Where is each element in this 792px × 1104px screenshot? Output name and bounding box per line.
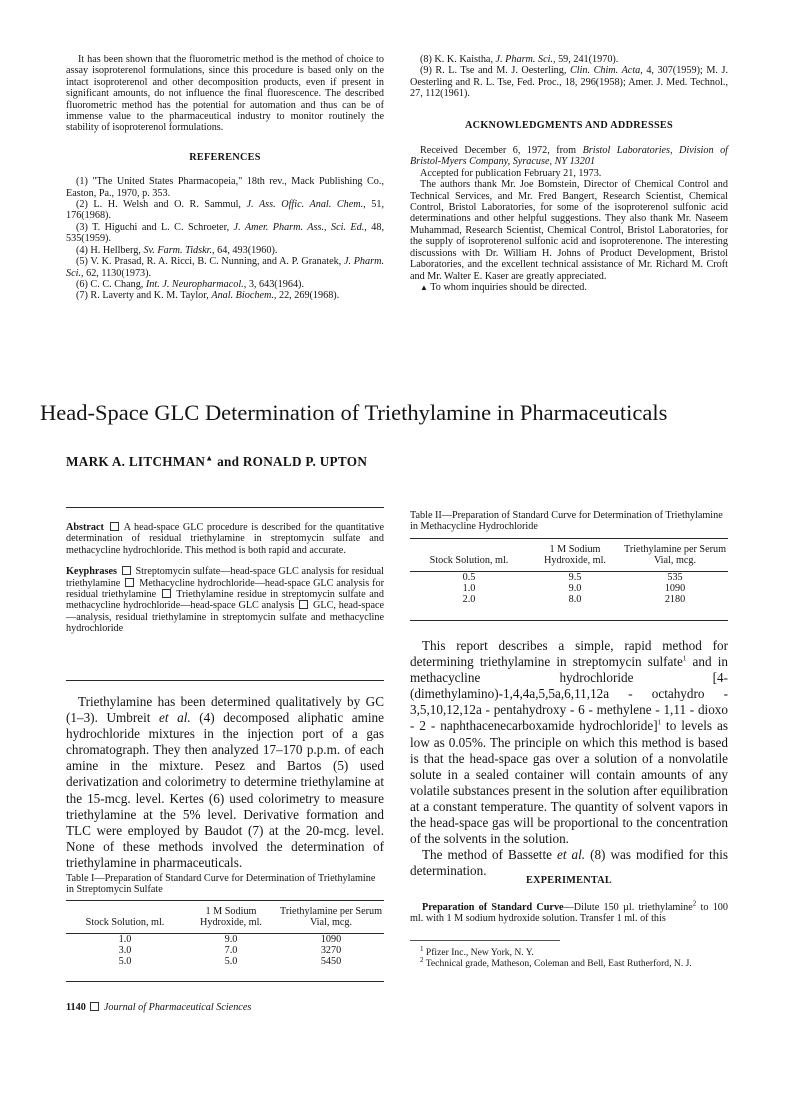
acknowledgments-heading: ACKNOWLEDGMENTS AND ADDRESSES [465, 119, 673, 131]
body-left-column [66, 694, 384, 871]
table-row: 1.0 9.0 1090 [118, 934, 342, 945]
triangle-icon: ▲ [420, 282, 428, 292]
article-title: Head-Space GLC Determination of Triethylamine in Pharmaceuticals [40, 400, 668, 425]
table1 [66, 904, 384, 967]
table2 [410, 542, 728, 605]
reference-item: (4) H. Hellberg, Sv. Farm. Tidskr., 64, 493(1960). [76, 244, 278, 256]
table-row: 3.0 7.0 3270 [118, 945, 342, 956]
abstract-top-rule [66, 507, 384, 508]
footnotes [410, 944, 728, 969]
table-header-row [410, 542, 728, 566]
table-header-cell: 1 M Sodium Hydroxide, ml. [200, 906, 262, 928]
reference-item: (5) V. K. Prasad, R. A. Ricci, B. C. Nunning, and A. P. Granatek, J. Pharm. Sci., 62, 1130(1973). [66, 256, 384, 279]
table2-bottom-rule [410, 620, 728, 621]
references-heading: REFERENCES [189, 151, 261, 163]
table-row: 5.0 5.0 5450 [118, 956, 342, 967]
top-left-column [66, 54, 384, 302]
experimental-heading: EXPERIMENTAL [525, 875, 613, 886]
table-header-cell: Triethylamine per Serum Vial, mcg. [279, 906, 383, 928]
table-row: 2.0 8.0 2180 [462, 594, 686, 605]
table-row: 1.0 9.0 1090 [462, 583, 686, 594]
box-icon [125, 578, 134, 587]
inquiries-note: ▲ To whom inquiries should be directed. [420, 281, 587, 293]
received-line: Received December 6, 1972, from Bristol Laboratories, Division of Bristol-Myers Company, Syracuse, NY 13201 [410, 145, 728, 168]
journal-name: Journal of Pharmaceutical Sciences [103, 1002, 252, 1013]
triangle-icon: ▲ [205, 453, 214, 463]
reference-list [66, 176, 384, 301]
box-icon [122, 566, 131, 575]
reference-item: (3) T. Higuchi and L. C. Schroeter, J. Amer. Pharm. Ass., Sci. Ed., 48, 535(1959). [66, 221, 384, 245]
table-header-cell: Stock Solution, ml. [85, 917, 165, 928]
page-number: 1140 [66, 1002, 86, 1013]
intro-body-paragraph: Triethylamine has been determined qualitatively by GC (1–3). Umbreit et al. (4) decomposed aliphatic amine hydrochloride mixtures in the injection port of a gas chromatograph. They then analyzed 17–170 p.p.m. of each amine in the mixture. Pesez and Bartos (5) used derivatization and colorimetry to determine triethylamine at the 15-mcg. level. Kertes (6) used colorimetry to measure triethylamine at the 5% level. Derivative formation and TLC were employed by Baudot (7) at the 20-mcg. level. None of these methods involved the determination of triethylamine in pharmaceuticals. [66, 694, 385, 870]
table-header-row [66, 904, 384, 928]
table-row: 0.5 9.5 535 [462, 572, 683, 583]
description-paragraph: This report describes a simple, rapid method for determining triethylamine in streptomycin sulfate$^1$ and in methacycline hydrochloride [4-(dimethylamino)-1,4,4a,5,5a,6,11,12a - octahydro - 3,5,10,12,12a - pentahydroxy - 6 - methylene - 1,11 - dioxo - 2 - naphthacenecarboxamide hydrochloride]$^1$ to levels as low as 0.05%. The principle on which this method is based is that the head-space gas over a solution of a nonvolatile solute in a sealed container will contain amounts of any volatile substances present in the solution after equilibration at a constant temperature. The quantity of solvent vapors in the head-space gas will be proportional to the concentration of the solvents in the solution. [410, 638, 728, 847]
article-authors: MARK A. LITCHMAN▲ and RONALD P. UPTON [66, 453, 368, 469]
reference-item: (1) "The United States Pharmacopeia," 18th rev., Mack Publishing Co., Easton, Pa., 1970, p. 353. [66, 176, 384, 199]
box-icon [110, 522, 119, 531]
abstract-paragraph: Abstract A head-space GLC procedure is described for the quantitative determination of residual triethylamine in streptomycin sulfate and methacycline hydrochloride. This method is both rapid and accurate. [66, 522, 384, 556]
reference-item: (2) L. H. Welsh and O. R. Sammul, J. Ass. Offic. Anal. Chem., 51, 176(1968). [66, 199, 385, 222]
intro-paragraph: It has been shown that the fluorometric method is the method of choice to assay isoproterenol formulations, since this procedure is based only on the intact isoproterenol and other decomposition products, even if present in significant amounts, do not influence the final fluorescence. The described fluorometric method has the potential for automation and thus can be of immense value to the pharmaceutical industry to monitor routinely the stability of isoproterenol formulations. [66, 54, 384, 134]
box-icon [90, 1002, 99, 1011]
abstract-block [66, 522, 384, 635]
table2-top-rule [410, 538, 728, 539]
method-paragraph: The method of Bassette et al. (8) was modified for this determination. [410, 847, 728, 879]
reference-item: (6) C. C. Chang, Int. J. Neuropharmacol., 3, 643(1964). [76, 278, 304, 290]
preparation-paragraph: Preparation of Standard Curve—Dilute 150 µl. triethylamine$^2$ to 100 ml. with 1 M sodium hydroxide solution. Transfer 1 ml. of this [410, 899, 728, 925]
table1-top-rule [66, 900, 384, 901]
table1-bottom-rule [66, 981, 384, 982]
abstract-bottom-rule [66, 680, 384, 681]
top-right-column [410, 54, 728, 293]
reference-item: (8) K. K. Kaistha, J. Pharm. Sci., 59, 241(1970). [420, 54, 619, 65]
page-footer [66, 1002, 251, 1013]
reference-item: (7) R. Laverty and K. M. Taylor, Anal. Biochem., 22, 269(1968). [76, 290, 340, 302]
box-icon [162, 589, 171, 598]
table-header-cell: Stock Solution, ml. [429, 555, 509, 566]
table1-caption: Table I—Preparation of Standard Curve for Determination of Triethylamine in Streptomycin Sulfate [66, 873, 376, 896]
body-right-column [410, 638, 728, 879]
reference-item: (9) R. L. Tse and M. J. Oesterling, Clin. Chim. Acta, 4, 307(1959); M. J. Oesterling and R. L. Tse, Fed. Proc., 18, 296(1958); Amer. J. Med. Technol., 27, 112(1961). [410, 65, 728, 100]
table-header-cell: 1 M Sodium Hydroxide, ml. [544, 544, 606, 566]
footnote-rule [410, 940, 560, 941]
box-icon [299, 600, 308, 609]
thanks-paragraph: The authors thank Mr. Joe Bomstein, Director of Chemical Control and Technical Services, and Mr. Fred Bangert, Research Scientist, Chemical Control, Bristol Laboratories, for some of the isoproterenol sulfonic acid determinations and other helpful suggestions. They also thank Mr. Naseem Muhammad, Research Scientist, Chemical Control, Bristol Laboratories, for the supply of isoproterenol sulfonic acid and isoproterenone. The interesting discussions with Dr. William H. Johns of Product Development, Bristol Laboratories, and the excellent technical assistance of Mr. Richard M. Croft and Mr. Walter E. Kaser are greatly appreciated. [410, 179, 728, 282]
footnote-item: $^1$ Pfizer Inc., New York, N. Y. [420, 944, 534, 958]
accepted-line: Accepted for publication February 21, 1973. [420, 167, 602, 179]
table-header-cell: Triethylamine per Serum Vial, mcg. [623, 544, 727, 566]
keyphrases-paragraph: Keyphrases Streptomycin sulfate—head-space GLC analysis for residual triethylamine Methacycline hydrochloride—head-space GLC analysis for residual triethylamine Triethylamine residue in streptomycin sulfate and methacycline hydrochloride—head-space GLC analysis GLC, head-space—analysis, residual triethylamine in streptomycin sulfate and methacycline hydrochloride [66, 566, 385, 635]
table2-caption: Table II—Preparation of Standard Curve for Determination of Triethylamine in Methacycline Hydrochloride [410, 510, 723, 533]
footnote-item: $^2$ Technical grade, Matheson, Coleman and Bell, East Rutherford, N. J. [420, 955, 692, 969]
